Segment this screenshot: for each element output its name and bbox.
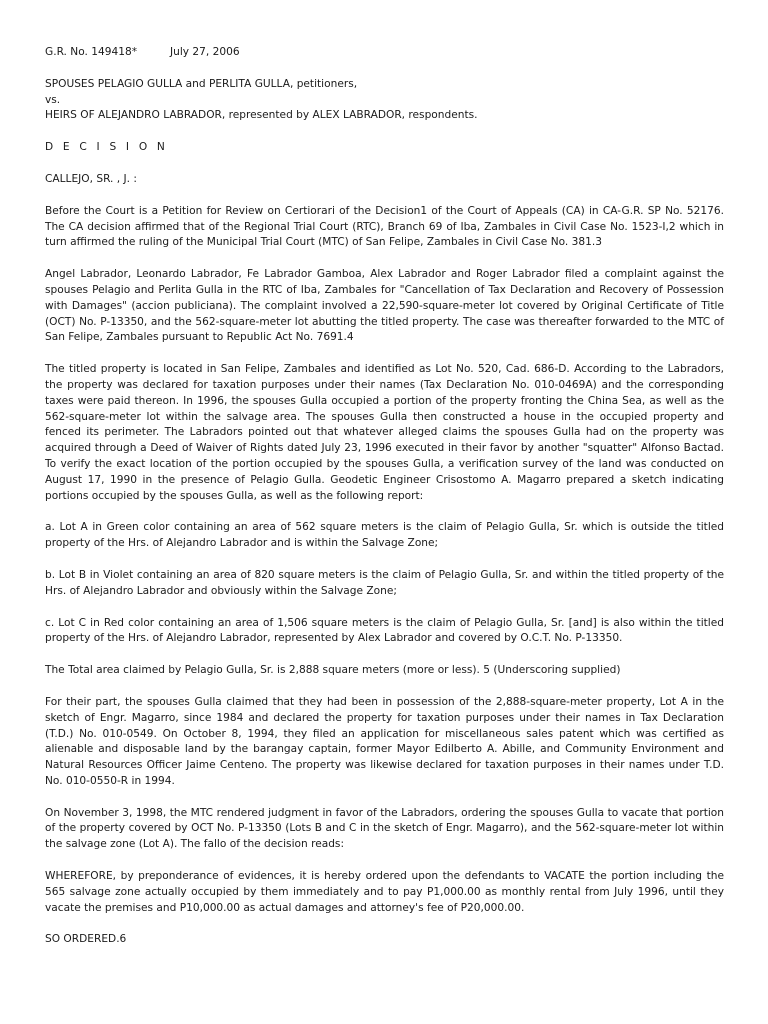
paragraph-complaint: Angel Labrador, Leonardo Labrador, Fe Labrador Gamboa, Alex Labrador and Roger Labrador filed a complaint against the spouses Pelagio and Perlita Gulla in the RTC of Iba, Zambales for "Cancellation of Tax Declaration and Recovery of Possession with Damages" (accion publiciana). The complaint involved a 22,590-square-meter lot covered by Original Certificate of Title (OCT) No. P-13350, and the 562-square-meter lot abutting the titled property. The case was thereafter forwarded to the MTC of San Felipe, Zambales pursuant to Republic Act No. 7691.4 [45,268,724,344]
paragraph-spouses-claim: For their part, the spouses Gulla claimed that they had been in possession of the 2,888-square-meter property, Lot A in the sketch of Engr. Magarro, since 1984 and declared the property for taxation purposes under their names in Tax Declaration (T.D.) No. 010-0549. On October 8, 1994, they filed an application for miscellaneous sales patent which was certified as alienable and disposable land by the barangay captain, former Mayor Edilberto A. Abille, and Community Environment and Natural Resources Officer Jaime Centeno. The property was likewise declared for taxation purposes in their names under T.D. No. 010-0550-R in 1994. [45,695,724,787]
so-ordered-line: SO ORDERED.6 [45,933,127,946]
petitioners-line: SPOUSES PELAGIO GULLA and PERLITA GULLA, petitioners, [45,77,358,90]
respondents-line: HEIRS OF ALEJANDRO LABRADOR, represented by ALEX LABRADOR, respondents. [45,109,478,122]
spacer [45,251,724,267]
spacer [45,679,724,695]
versus-line: vs. [45,93,61,106]
document-page [45,45,724,948]
spacer [45,156,724,172]
spacer [45,188,724,204]
spacer [45,124,724,140]
spacer [45,853,724,869]
spacer [45,61,724,77]
spacer [45,600,724,616]
paragraph-titled-property: The titled property is located in San Felipe, Zambales and identified as Lot No. 520, Cad. 686-D. According to the Labradors, the property was declared for taxation purposes under their names (Tax Declaration No. 010-0469A) and the corresponding taxes were paid thereon. In 1996, the spouses Gulla occupied a portion of the property fronting the China Sea, as well as the 562-square-meter lot within the salvage area. The spouses Gulla then constructed a house in the occupied property and fenced its perimeter. The Labradors pointed out that whatever alleged claims the spouses Gulla had on the property was acquired through a Deed of Waiver of Rights dated July 23, 1996 executed in their favor by another "squatter" Alfonso Bactad. To verify the exact location of the portion occupied by the spouses Gulla, a verification survey of the land was conducted on August 17, 1990 in the presence of Pelagio Gulla. Geodetic Engineer Crisostomo A. Magarro prepared a sketch indicating portions occupied by the spouses Gulla, as well as the following report: [45,363,724,502]
spacer [45,916,724,932]
decision-heading: D E C I S I O N [45,141,169,154]
case-date: July 27, 2006 [170,46,240,58]
spacer [45,346,724,362]
paragraph-mtc-judgment: On November 3, 1998, the MTC rendered judgment in favor of the Labradors, ordering the spouses Gulla to vacate that portion of the property covered by OCT No. P-13350 (Lots B and C in the sketch of Engr. Magarro), and the 562-square-meter lot within the salvage zone (Lot A). The fallo of the decision reads: [45,806,724,851]
spacer [45,504,724,520]
spacer [45,647,724,663]
paragraph-wherefore: WHEREFORE, by preponderance of evidences, it is hereby ordered upon the defendants to VACATE the portion including the 565 salvage zone actually occupied by them immediately and to pay P1,000.00 as monthly rental from July 1996, until they vacate the premises and P10,000.00 as actual damages and attorney's fee of P20,000.00. [45,870,724,914]
case-header [45,45,724,61]
paragraph-lot-c: c. Lot C in Red color containing an area of 1,506 square meters is the claim of Pelagio Gulla, Sr. [and] is also within the titled property of the Hrs. of Alejandro Labrador, represented by Alex Labrador and covered by O.C.T. No. P-13350. [45,616,724,645]
paragraph-lot-b: b. Lot B in Violet containing an area of 820 square meters is the claim of Pelagio Gulla, Sr. and within the titled property of the Hrs. of Alejandro Labrador and obviously within the Salvage Zone; [45,568,724,597]
spacer [45,552,724,568]
case-number: G.R. No. 149418* [45,46,137,58]
paragraph-lot-a: a. Lot A in Green color containing an area of 562 square meters is the claim of Pelagio Gulla, Sr. which is outside the titled property of the Hrs. of Alejandro Labrador and is within the Salvage Zone; [45,521,724,550]
spacer [45,790,724,806]
paragraph-petition: Before the Court is a Petition for Review on Certiorari of the Decision1 of the Court of Appeals (CA) in CA-G.R. SP No. 52176. The CA decision affirmed that of the Regional Trial Court (RTC), Branch 69 of Iba, Zambales in Civil Case No. 1523-I,2 which in turn affirmed the ruling of the Municipal Trial Court (MTC) of San Felipe, Zambales in Civil Case No. 381.3 [45,204,724,249]
ponente-line: CALLEJO, SR. , J. : [45,172,137,185]
paragraph-total-area: The Total area claimed by Pelagio Gulla, Sr. is 2,888 square meters (more or less). 5 (Underscoring supplied) [45,664,621,677]
